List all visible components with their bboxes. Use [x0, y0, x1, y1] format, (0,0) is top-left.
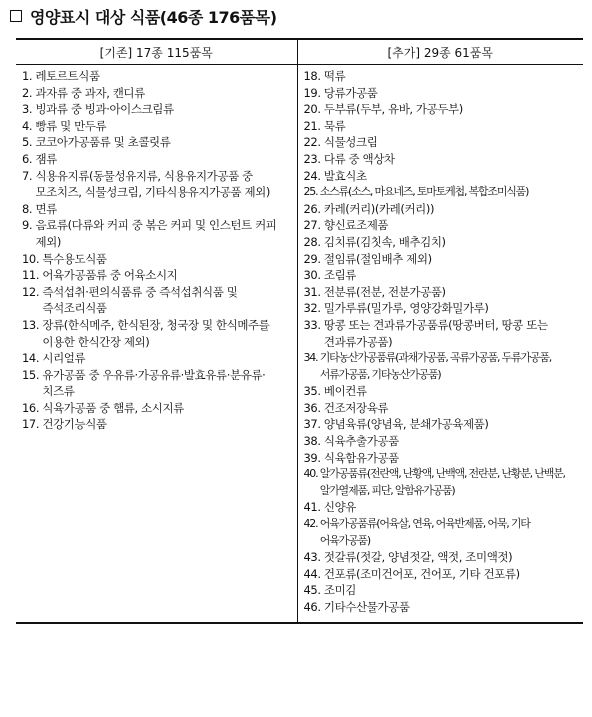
item-text: 특수용도식품	[42, 251, 107, 266]
item-text: 식육추출가공품	[323, 434, 399, 449]
item-number: 35.	[303, 384, 324, 399]
item-text: 당류가공품	[323, 85, 378, 100]
list-item	[22, 85, 291, 102]
item-text: 즉석섭취·편의식품류 중 즉석섭취식품 및 즉석조리식품	[42, 284, 238, 316]
list-item	[304, 450, 578, 467]
header-added: [추가] 29종 61품목	[297, 39, 583, 65]
item-text: 두부류(두부, 유바, 가공두부)	[323, 102, 463, 117]
item-number: 2.	[22, 85, 36, 100]
list-item	[304, 234, 578, 251]
item-number: 37.	[303, 417, 324, 432]
item-number: 45.	[303, 583, 324, 598]
item-number: 1.	[22, 69, 36, 83]
item-text: 발효식초	[323, 168, 367, 183]
list-item	[22, 201, 291, 218]
list-item	[304, 251, 578, 268]
item-text: 음료류(다류와 커피 중 볶은 커피 및 인스턴트 커피 제외)	[35, 218, 277, 249]
item-number: 31.	[303, 284, 324, 299]
list-item	[304, 217, 578, 234]
item-number: 28.	[303, 234, 324, 249]
item-number: 26.	[303, 201, 324, 216]
list-item	[304, 549, 578, 566]
item-number: 32.	[303, 301, 324, 316]
item-text: 베이컨류	[323, 384, 367, 399]
list-item	[304, 582, 578, 599]
list-item	[304, 101, 578, 118]
item-text: 과자류 중 과자, 캔디류	[35, 85, 145, 100]
item-text: 건강기능식품	[42, 417, 107, 432]
list-item	[22, 151, 291, 168]
item-number: 21.	[303, 118, 324, 133]
item-text: 향신료조제품	[323, 218, 389, 233]
list-item	[304, 267, 578, 284]
list-item	[22, 284, 291, 317]
item-text: 식육가공품 중 햄류, 소시지류	[42, 400, 184, 415]
list-item	[22, 416, 291, 433]
list-item	[22, 400, 291, 417]
item-text: 레토르트식품	[35, 69, 100, 83]
list-item	[22, 217, 291, 250]
item-number: 15.	[22, 367, 43, 382]
list-item	[22, 317, 291, 350]
item-text: 알가공품류(전란액, 난황액, 난백액, 전란분, 난황분, 난백분, 알가열제품, 피단, 알함유가공품)	[319, 467, 565, 497]
item-number: 16.	[22, 400, 43, 415]
list-item	[304, 284, 578, 301]
page-title-text: 영양표시 대상 식품(46종 176품목)	[30, 7, 277, 27]
list-item	[304, 516, 578, 549]
list-item	[22, 367, 291, 400]
list-item	[304, 350, 578, 383]
item-text: 땅콩 또는 견과류가공품류(땅콩버터, 땅콩 또는 견과류가공품)	[323, 317, 548, 349]
item-text: 식물성크림	[323, 135, 378, 150]
item-text: 면류	[35, 201, 57, 216]
item-number: 19.	[303, 85, 324, 100]
item-text: 잼류	[35, 151, 57, 166]
item-number: 4.	[22, 118, 36, 133]
item-number: 17.	[22, 417, 43, 432]
item-number: 33.	[303, 317, 324, 332]
item-text: 김치류(김칫속, 배추김치)	[323, 234, 446, 249]
item-text: 건조저장육류	[323, 400, 389, 415]
item-number: 9.	[22, 218, 36, 233]
food-list-table	[16, 38, 583, 624]
item-text: 건포류(조미건어포, 건어포, 기타 건포류)	[323, 566, 520, 581]
item-text: 조림류	[323, 268, 356, 283]
item-number: 23.	[303, 151, 324, 166]
item-number: 11.	[22, 268, 43, 283]
list-item	[22, 350, 291, 367]
list-item	[304, 433, 578, 450]
item-number: 41.	[303, 500, 324, 515]
item-number: 39.	[303, 450, 324, 465]
item-text: 밀가루류(밀가루, 영양강화밀가루)	[323, 301, 489, 316]
item-text: 기타수산물가공품	[323, 600, 410, 614]
list-item	[304, 68, 578, 85]
list-item	[304, 184, 578, 201]
item-number: 38.	[303, 434, 324, 449]
item-text: 절임류(절임배추 제외)	[323, 251, 432, 266]
list-item	[304, 499, 578, 516]
item-text: 어육가공품류(어육살, 연육, 어육반제품, 어묵, 기타 어육가공품)	[319, 517, 530, 547]
header-existing: [기존] 17종 115품목	[16, 39, 297, 65]
item-text: 빵류 및 만두류	[35, 118, 107, 133]
item-text: 기타농산가공품류(과채가공품, 곡류가공품, 두류가공품, 서류가공품, 기타농산가공품)	[319, 351, 552, 381]
item-text: 유가공품 중 우유류·가공유류·발효유류·분유류·치즈류	[42, 367, 266, 399]
list-item	[304, 85, 578, 102]
item-number: 36.	[303, 400, 324, 415]
item-number: 22.	[303, 135, 324, 150]
checkbox-square-icon	[10, 10, 22, 22]
list-item	[304, 599, 578, 616]
list-item	[304, 466, 578, 499]
list-item	[304, 317, 578, 350]
list-item	[304, 201, 578, 218]
item-number: 5.	[22, 135, 36, 150]
list-item	[304, 168, 578, 185]
item-number: 24.	[303, 168, 324, 183]
item-number: 44.	[303, 566, 324, 581]
list-item	[22, 134, 291, 151]
item-number: 20.	[303, 102, 324, 117]
item-number: 40.	[303, 467, 320, 481]
item-number: 46.	[303, 600, 324, 614]
item-text: 전분류(전분, 전분가공품)	[323, 284, 446, 299]
added-column	[297, 65, 583, 623]
list-item	[22, 101, 291, 118]
item-number: 25.	[303, 185, 320, 199]
page-title	[10, 4, 277, 28]
item-text: 코코아가공품류 및 초콜릿류	[35, 135, 171, 150]
table-body-row	[16, 65, 583, 623]
list-item	[304, 383, 578, 400]
added-items-list	[304, 68, 578, 616]
list-item	[304, 151, 578, 168]
list-item	[304, 416, 578, 433]
item-number: 7.	[22, 168, 36, 183]
item-number: 6.	[22, 151, 36, 166]
list-item	[22, 267, 291, 284]
list-item	[304, 300, 578, 317]
item-text: 양념육류(양념육, 분쇄가공육제품)	[323, 417, 489, 432]
item-number: 12.	[22, 284, 43, 299]
item-number: 3.	[22, 102, 36, 117]
table-header-row	[16, 39, 583, 65]
item-text: 식용유지류(동물성유지류, 식용유지가공품 중 모조치즈, 식물성크림, 기타식용유지가공품 제외)	[35, 168, 270, 200]
item-number: 10.	[22, 251, 43, 266]
list-item	[304, 118, 578, 135]
item-number: 30.	[303, 268, 324, 283]
list-item	[304, 134, 578, 151]
item-text: 조미김	[323, 583, 356, 598]
item-text: 카레(커리)(카레(커리))	[323, 201, 435, 216]
item-text: 장류(한식메주, 한식된장, 청국장 및 한식메주를 이용한 한식간장 제외)	[42, 317, 270, 349]
item-text: 신양유	[323, 500, 356, 515]
item-number: 29.	[303, 251, 324, 266]
item-text: 식육함유가공품	[323, 450, 399, 465]
item-text: 시리얼류	[42, 351, 86, 366]
item-text: 젓갈류(젓갈, 양념젓갈, 액젓, 조미액젓)	[323, 550, 513, 565]
item-text: 묵류	[323, 118, 346, 133]
item-text: 소스류(소스, 마요네즈, 토마토케첩, 복합조미식품)	[319, 185, 529, 199]
item-number: 14.	[22, 351, 43, 366]
item-text: 빙과류 중 빙과·아이스크림류	[35, 102, 174, 117]
list-item	[304, 566, 578, 583]
existing-column	[16, 65, 297, 623]
item-text: 어육가공품류 중 어육소시지	[42, 268, 178, 283]
item-number: 27.	[303, 218, 324, 233]
item-text: 떡류	[323, 69, 346, 83]
list-item	[22, 118, 291, 135]
item-number: 13.	[22, 317, 43, 332]
list-item	[22, 168, 291, 201]
list-item	[22, 68, 291, 85]
item-number: 8.	[22, 201, 36, 216]
existing-items-list	[22, 68, 291, 433]
item-number: 18.	[303, 69, 324, 83]
item-number: 43.	[303, 550, 324, 565]
item-number: 42.	[303, 517, 320, 531]
list-item	[22, 251, 291, 268]
item-text: 다류 중 액상차	[323, 151, 395, 166]
item-number: 34.	[303, 351, 320, 365]
list-item	[304, 400, 578, 417]
